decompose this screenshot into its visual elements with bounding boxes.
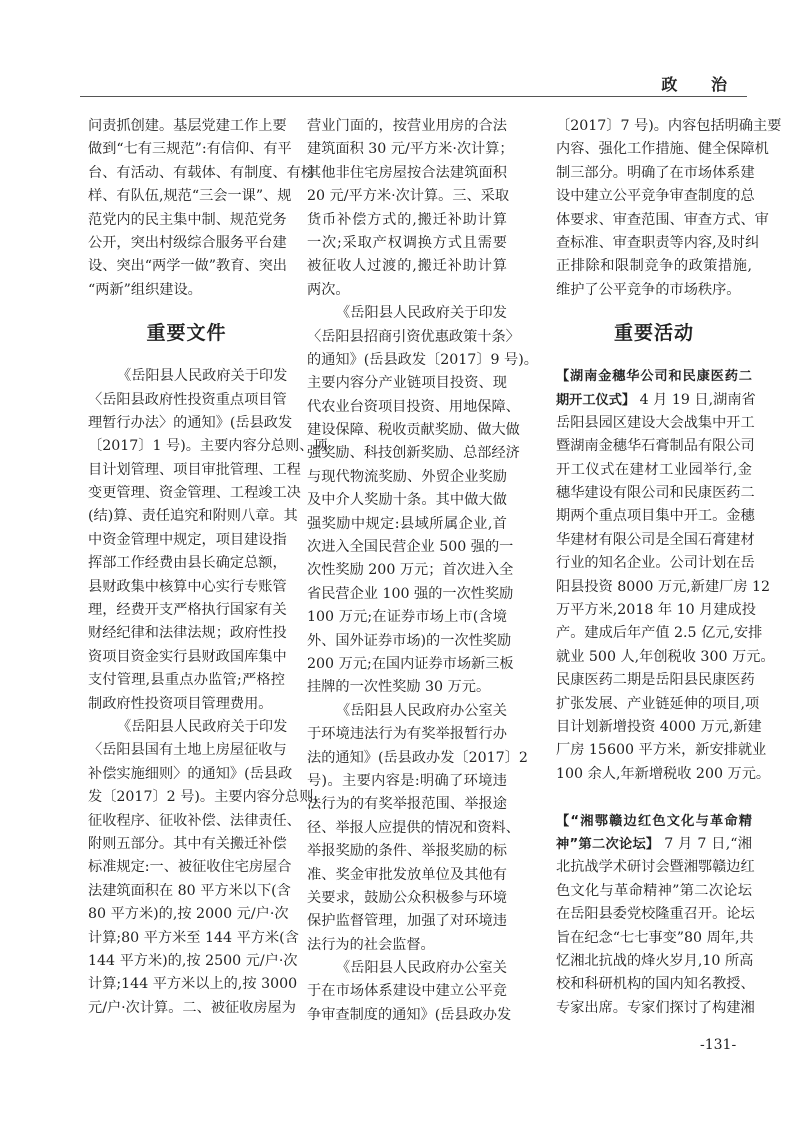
text-line: 省民营企业 100 强的一次性奖励: [307, 585, 514, 602]
text-line: 支付管理,县重点办监管;严格控: [88, 672, 285, 689]
text-line: 200 万元;在国内证券市场新三板: [307, 655, 514, 672]
text-line: 法行为的有奖举报范围、举报途: [307, 796, 507, 813]
text-line: 设、突出“两学一做”教育、突出: [88, 258, 287, 275]
text-line: 举报奖励的条件、举报奖励的标: [307, 843, 507, 860]
text-line: “两新”组织建设。: [88, 281, 202, 298]
text-line: 强奖励、科技创新奖励、总部经济: [307, 445, 520, 462]
section-header: 政 治: [661, 75, 741, 94]
text-line: 校和科研机构的国内知名教授、: [556, 976, 755, 993]
text-line: 阳县投资 8000 万元,新建厂房 12: [556, 578, 771, 595]
text-line: 厂房 15600 平方米，新安排就业: [556, 742, 767, 759]
text-line: 专家出席。专家们探讨了构建湘: [556, 999, 755, 1016]
text-line: 于环境违法行为有奖举报暂行办: [307, 726, 507, 743]
text-line: 目计划管理、项目审批管理、工程: [88, 461, 301, 478]
text-line: [556, 389, 756, 412]
text-line: 主要内容分产业链项目投资、现: [307, 375, 507, 392]
text-line: 挂牌的一次性奖励 30 万元。: [307, 679, 491, 696]
text-line: 挥部工作经费由县长确定总额，: [88, 555, 287, 572]
text-line: 就业 500 人,年创税收 300 万元。: [556, 648, 775, 665]
text-line: 理暂行办法〉的通知》(岳县政发: [88, 414, 293, 431]
text-line: 内容、强化工作措施、健全保障机: [556, 141, 769, 158]
text-line: 于在市场体系建设中建立公平竞: [307, 983, 507, 1000]
text-line: 万平方米,2018 年 10 月建成投: [556, 602, 756, 619]
text-line: 《岳阳县人民政府关于印发: [117, 718, 288, 735]
text-line: 穗华建设有限公司和民康医药二: [556, 485, 755, 502]
text-line: 做到“七有三规范”:有信仰、有平: [88, 141, 292, 158]
text-line: 代农业台资项目投资、用地保障、: [307, 398, 520, 415]
text-line: 问责抓创建。基层党建工作上要: [88, 118, 287, 134]
text-line: 100 余人,年新增税收 200 万元。: [556, 765, 771, 782]
text-line: 发〔2017〕2 号)。主要内容分总则、: [88, 789, 328, 806]
text-line: 与现代物流奖励、外贸企业奖励: [307, 468, 507, 485]
column-middle: [307, 115, 538, 1027]
text-line: 径、举报人应提供的情况和资料、: [307, 819, 520, 836]
text-line: 产。建成后年产值 2.5 亿元,安排: [556, 625, 763, 642]
event-title: 期开工仪式】: [556, 392, 636, 408]
text-line: 补偿实施细则〉的通知》(岳县政: [88, 765, 293, 782]
paragraph: [88, 365, 328, 716]
text-line: 财经纪律和法律法规；政府性投: [88, 625, 287, 642]
text-line: 行业的知名企业。公司计划在岳: [556, 555, 755, 572]
text-line: 80 平方米)的,按 2000 元/户·次: [88, 906, 289, 923]
text-line: 次进入全国民营企业 500 强的一: [307, 539, 514, 556]
header-rule: [80, 96, 747, 97]
text-line: 设中建立公平竞争审查制度的总: [556, 188, 755, 205]
text-line: 忆湘北抗战的烽火岁月,10 所高: [556, 952, 754, 969]
text-line: 号)。主要内容是:明确了环境违: [307, 772, 507, 789]
text-line: 营业门面的，按营业用房的合法: [307, 118, 507, 134]
text-line: 计算;80 平方米至 144 平方米(含: [88, 929, 299, 946]
text-line: 及中介人奖励十条。其中做大做: [307, 492, 507, 509]
paragraph: [307, 302, 538, 700]
spacer: [556, 786, 752, 809]
text-line: 次性奖励 200 万元；首次进入全: [307, 562, 514, 579]
text-line: 制政府性投资项目管理费用。: [88, 695, 273, 712]
text-line: 《岳阳县人民政府办公室关: [336, 960, 507, 977]
text-line: 扩张发展、产业链延伸的项目,项: [556, 695, 760, 712]
text-line: 被征收人过渡的,搬迁补助计算: [307, 258, 507, 275]
text-line: 公开，突出村级综合服务平台建: [88, 234, 287, 251]
text-line: 中资金管理中规定，项目建设指: [88, 531, 287, 548]
text-line: 附则五部分。其中有关搬迁补偿: [88, 835, 287, 852]
text-line: 征收程序、征收补偿、法律责任、: [88, 812, 301, 829]
event-title: 【“湘鄂赣边红色文化与革命精: [556, 813, 752, 829]
paragraph: [556, 810, 755, 1021]
text-line: 法建筑面积在 80 平方米以下(含: [88, 882, 291, 899]
text-line: 旨在纪念“七七事变”80 周年,共: [556, 929, 754, 946]
text-line: [556, 833, 752, 856]
text-line: 标准规定:一、被征收住宅房屋合: [88, 859, 292, 876]
text-line: 岳阳县园区建设大会战集中开工: [556, 414, 755, 431]
paragraph: [307, 957, 512, 1027]
text-line: [556, 810, 752, 833]
text-segment: 7 月 7 日,“湘: [659, 835, 752, 852]
paragraph: [88, 716, 328, 1020]
text-line: 建设保障、税收贡献奖励、做大做: [307, 422, 520, 439]
paragraph: [307, 700, 528, 957]
text-line: 强奖励中规定:县域所属企业,首: [307, 515, 507, 532]
page-number: -131-: [700, 1037, 737, 1053]
text-line: 华建材有限公司是全国石膏建材: [556, 531, 755, 548]
text-line: 理，经费开支严格执行国家有关: [88, 602, 287, 619]
text-line: 〈岳阳县政府性投资重点项目管: [88, 391, 287, 408]
text-line: 20 元/平方米·次计算。三、采取: [307, 188, 510, 205]
text-line: 民康医药二期是岳阳县民康医药: [556, 672, 755, 689]
text-line: 期两个重点项目集中开工。金穗: [556, 508, 755, 525]
text-line: 保护监督管理，加强了对环境违: [307, 913, 507, 930]
paragraph: [556, 365, 775, 786]
text-line: 制三部分。明确了在市场体系建: [556, 164, 755, 181]
text-line: 法的通知》(岳县政办发〔2017〕2: [307, 749, 528, 766]
text-line: 维护了公平竞争的市场秩序。: [556, 281, 741, 298]
text-line: 查标准、审查职责等内容,及时纠: [556, 234, 760, 251]
event-title: 【湖南金穗华公司和民康医药二: [556, 369, 752, 385]
column-left: [88, 115, 328, 1020]
text-line: [556, 365, 752, 388]
text-line: 两次。: [307, 281, 350, 298]
text-line: 正排除和限制竞争的政策措施,: [556, 258, 752, 275]
text-line: 100 万元;在证券市场上市(含境: [307, 609, 507, 626]
text-line: 资项目资金实行县财政国库集中: [88, 648, 287, 665]
text-line: 〔2017〕1 号)。主要内容分总则、项: [88, 438, 328, 455]
text-line: 一次;采取产权调换方式且需要: [307, 234, 507, 251]
text-line: 《岳阳县人民政府办公室关: [336, 702, 507, 719]
text-line: 货币补偿方式的,搬迁补助计算: [307, 211, 507, 228]
text-line: 〔2017〕7 号)。内容包括明确主要: [556, 118, 782, 134]
text-line: 元/户·次计算。二、被征收房屋为: [88, 999, 296, 1016]
text-line: 在岳阳县委党校隆重召开。论坛: [556, 906, 755, 923]
paragraph: [307, 115, 514, 302]
text-line: 的通知》(岳县政发〔2017〕9 号)。: [307, 351, 538, 368]
text-line: 〈岳阳县国有土地上房屋征收与: [88, 742, 287, 759]
text-line: 北抗战学术研讨会暨湘鄂赣边红: [556, 859, 755, 876]
column-right: [556, 115, 782, 1020]
event-title: 神”第二次论坛】: [556, 836, 660, 852]
text-line: 法行为的社会监督。: [307, 936, 435, 953]
text-line: 县财政集中核算中心实行专账管: [88, 578, 287, 595]
text-line: 计算;144 平方米以上的,按 3000: [88, 976, 298, 993]
text-line: 目计划新增投资 4000 万元,新建: [556, 718, 762, 735]
text-line: 开工仪式在建材工业园举行,金: [556, 461, 752, 478]
text-line: 色文化与革命精神”第二次论坛: [556, 882, 752, 899]
paragraph: [556, 115, 782, 302]
paragraph: [88, 115, 316, 302]
text-line: 样、有队伍,规范“三会一课”、规: [88, 188, 292, 205]
text-line: 外、国外证券市场)的一次性奖励: [307, 632, 512, 649]
section-heading: 重要文件: [146, 322, 227, 345]
text-line: 范党内的民主集中制、规范党务: [88, 211, 287, 228]
text-line: 其他非住宅房屋按合法建筑面积: [307, 164, 507, 181]
text-line: 〈岳阳县招商引资优惠政策十条〉: [307, 328, 520, 345]
text-line: 争审查制度的通知》(岳县政办发: [307, 1006, 512, 1023]
text-line: 体要求、审查范围、审查方式、审: [556, 211, 769, 228]
section-heading: 重要活动: [613, 322, 694, 345]
text-line: 变更管理、资金管理、工程竣工决: [88, 485, 301, 502]
text-line: 《岳阳县人民政府关于印发: [117, 368, 288, 385]
text-line: 建筑面积 30 元/平方米·次计算；: [307, 141, 514, 158]
text-line: 台、有活动、有载体、有制度、有榜: [88, 164, 316, 181]
text-line: 准、奖金审批发放单位及其他有: [307, 866, 507, 883]
text-line: (结)算、责任追究和附则八章。其: [88, 508, 298, 525]
text-segment: 4 月 19 日,湖南省: [635, 391, 756, 408]
text-line: 144 平方米)的,按 2500 元/户·次: [88, 952, 298, 969]
text-line: 《岳阳县人民政府关于印发: [336, 305, 507, 322]
text-line: 关要求，鼓励公众积极参与环境: [307, 889, 507, 906]
text-line: 暨湖南金穗华石膏制品有限公司: [556, 438, 755, 455]
